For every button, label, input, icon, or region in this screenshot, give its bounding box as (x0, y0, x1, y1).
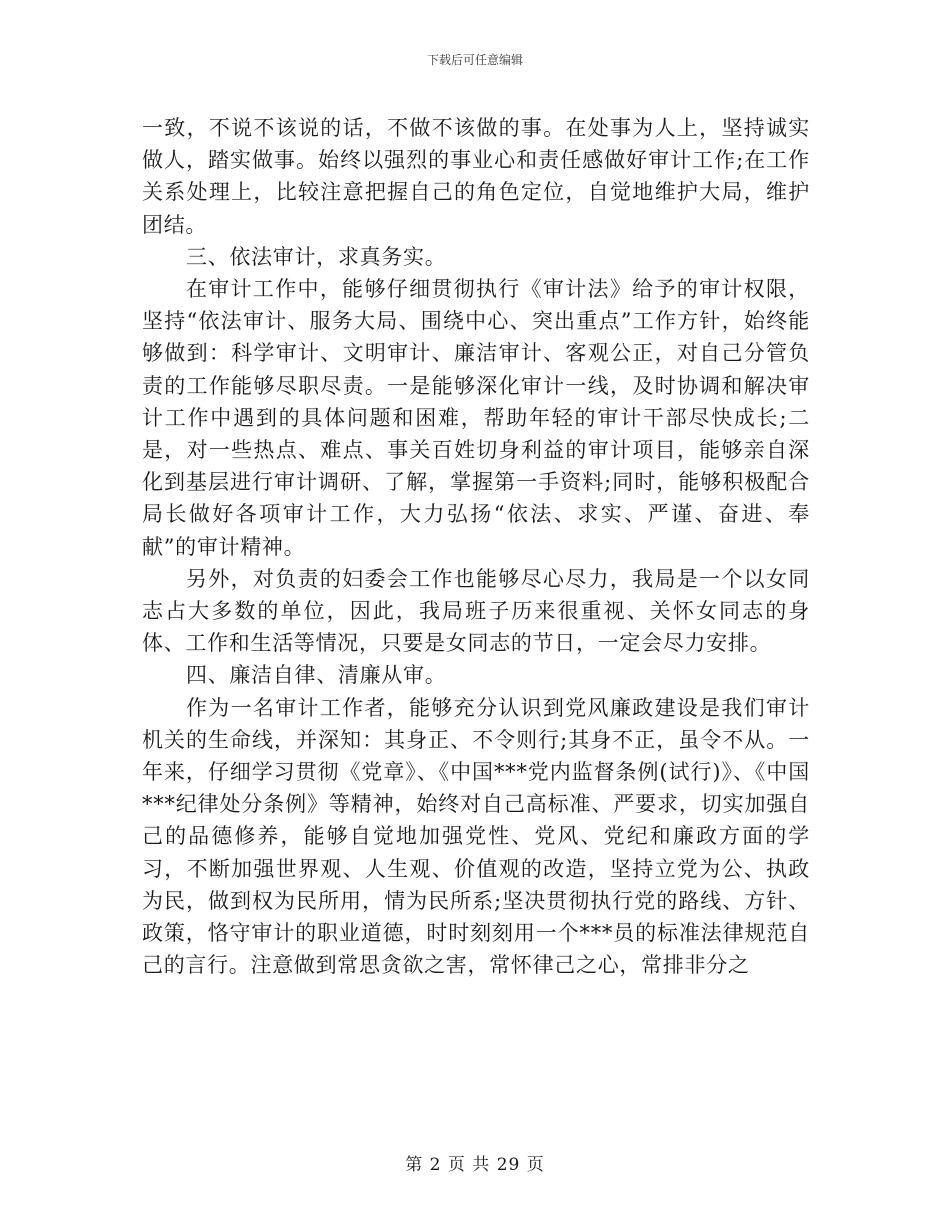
page-header: 下载后可任意编辑 (426, 53, 523, 67)
section-heading-four: 四、廉洁自律、清廉从审。 (186, 663, 447, 688)
body-paragraph: 作为一名审计工作者，能够充分认识到党风廉政建设是我们审计机关的生命线，并深知：其身正、不令则行;其身不正，虽令不从。一年来，仔细学习贯彻《党章》、《中国***党内监督条例(试行)》、《中国***纪律处分条例》等精神，始终对自己高标准、严要求，切实加强自己的品德修养，能够自觉地加强党性、党风、党纪和廉政方面的学习，不断加强世界观、人生观、价值观的改造，坚持立党为公、执政为民，做到权为民所用，情为民所系;坚决贯彻执行党的路线、方针、政策，恪守审计的职业道德，时时刻刻用一个***员的标准法律规范自己的言行。注意做到常思贪欲之害，常怀律己之心，常排非分之 (142, 695, 810, 978)
body-paragraph: 在审计工作中，能够仔细贯彻执行《审计法》给予的审计权限，坚持“依法审计、服务大局、围绕中心、突出重点”工作方针，始终能够做到：科学审计、文明审计、廉洁审计、客观公正，对自己分管负责的工作能够尽职尽责。一是能够深化审计一线，及时协调和解决审计工作中遇到的具体问题和困难，帮助年轻的审计干部尽快成长;二是，对一些热点、难点、事关百姓切身利益的审计项目，能够亲自深化到基层进行审计调研、了解，掌握第一手资料;同时，能够积极配合局长做好各项审计工作，大力弘扬“依法、求实、严谨、奋进、奉献”的审计精神。 (142, 277, 810, 559)
body-paragraph: 一致，不说不该说的话，不做不该做的事。在处事为人上，坚持诚实做人，踏实做事。始终以强烈的事业心和责任感做好审计工作;在工作关系处理上，比较注意把握自己的角色定位，自觉地维护大局，维护团结。 (142, 116, 810, 237)
page-number-footer: 第 2 页 共 29 页 (405, 1155, 545, 1175)
body-paragraph: 另外，对负责的妇委会工作也能够尽心尽力，我局是一个以女同志占大多数的单位，因此，我局班子历来很重视、关怀女同志的身体、工作和生活等情况，只要是女同志的节日，一定会尽力安排。 (142, 566, 810, 656)
document-body (142, 112, 810, 981)
section-heading-three: 三、依法审计，求真务实。 (186, 244, 447, 269)
